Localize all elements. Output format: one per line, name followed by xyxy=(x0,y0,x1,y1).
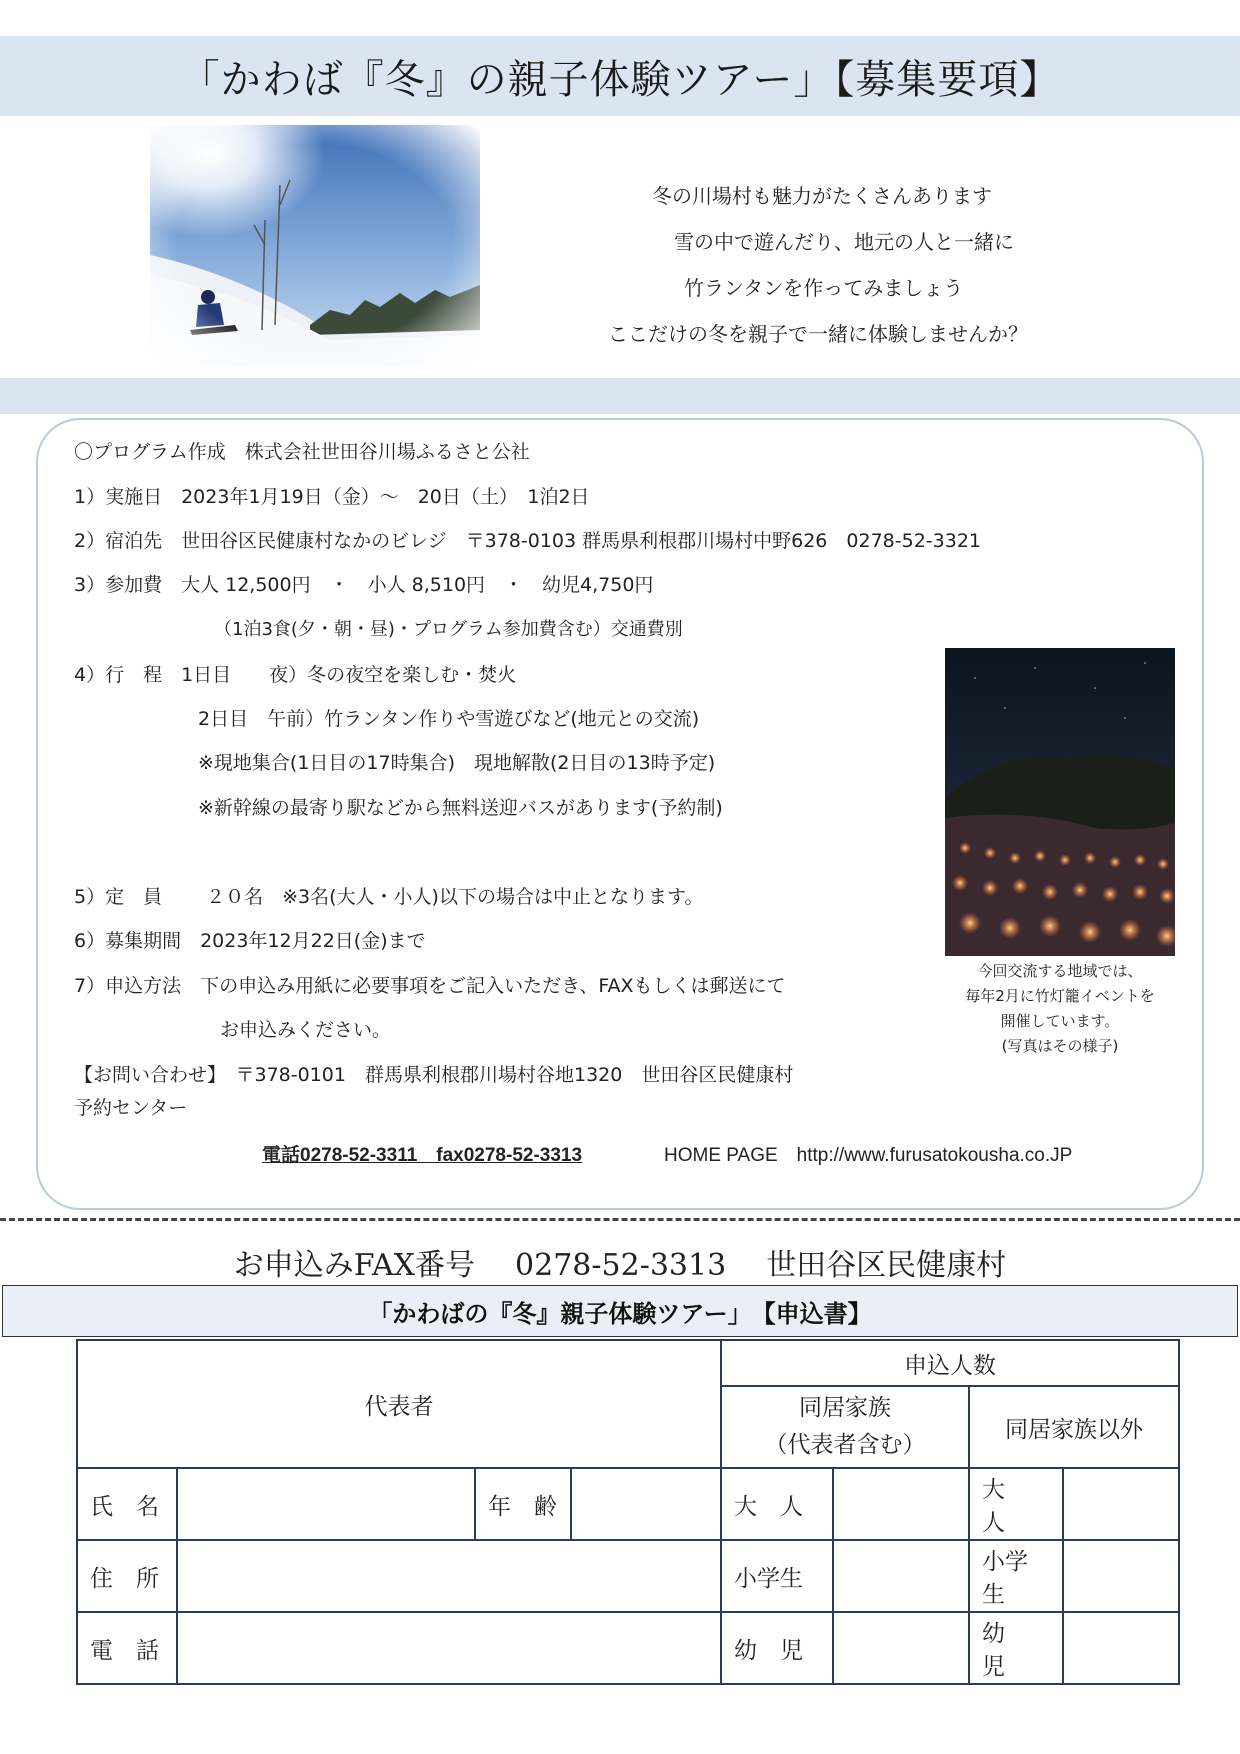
form-title: 「かわばの『冬』親子体験ツアー」 【申込書】 xyxy=(2,1285,1238,1337)
intro-line-4: ここだけの冬を親子で一緒に体験しませんか？ xyxy=(608,322,1028,346)
title-band xyxy=(0,36,1240,116)
caption-line-1: 今回交流する地域では、 xyxy=(977,962,1143,980)
separator-band xyxy=(0,378,1240,414)
phone-fax-text: 電話0278-52-3311 fax0278-52-3313 xyxy=(262,1145,583,1166)
age-label: 年 齢 xyxy=(475,1468,571,1540)
producer-line: 〇プログラム作成 株式会社世田谷川場ふるさと公社 xyxy=(74,441,530,463)
fee-note-line: （1泊3食(夕・朝・昼)・プログラム参加費含む）交通費別 xyxy=(214,619,683,640)
method-line-1: 7）申込方法 下の申込み用紙に必要事項をご記入いただき、FAXもしくは郵送にて xyxy=(74,975,786,997)
lodging-line: 2）宿泊先 世田谷区民健康村なかのビレジ 〒378-0103 群馬県利根郡川場村中野626 0278-52-3321 xyxy=(74,530,981,552)
fax-number: 0278-52-3313 xyxy=(515,1248,727,1283)
family-adult-field[interactable] xyxy=(833,1468,969,1540)
age-field[interactable] xyxy=(571,1468,721,1540)
family-label: 同居家族 xyxy=(799,1395,891,1422)
intro-line-1: 冬の川場村も魅力がたくさんあります xyxy=(652,184,992,208)
non-family-header: 同居家族以外 xyxy=(969,1386,1179,1468)
family-adult-label: 大 人 xyxy=(721,1468,833,1540)
cut-line xyxy=(0,1218,1240,1221)
name-label: 氏 名 xyxy=(77,1468,177,1540)
schedule-line-1: 4）行 程 1日目 夜）冬の夜空を楽しむ・焚火 xyxy=(74,664,517,686)
capacity-line: 5）定 員 ２０名 ※3名(大人・小人)以下の場合は中止となります。 xyxy=(74,886,704,908)
schedule-line-2: 2日目 午前）竹ランタン作りや雪遊びなど(地元との交流) xyxy=(198,708,700,730)
family-infant-label: 幼 児 xyxy=(721,1612,833,1684)
inquiry-line-2: 予約センター xyxy=(74,1097,188,1119)
address-field[interactable] xyxy=(177,1540,721,1612)
other-infant-field[interactable] xyxy=(1063,1612,1179,1684)
other-infant-label: 幼 児 xyxy=(969,1612,1063,1684)
period-line: 6）募集期間 2023年12月22日(金)まで xyxy=(74,930,426,952)
family-header xyxy=(721,1386,969,1468)
address-label: 住 所 xyxy=(77,1540,177,1612)
family-infant-field[interactable] xyxy=(833,1612,969,1684)
other-elementary-label: 小学生 xyxy=(969,1540,1063,1612)
homepage-link[interactable]: HOME PAGE http://www.furusatokousha.co.JP xyxy=(664,1145,1073,1166)
fax-label: お申込みFAX番号 xyxy=(233,1248,476,1283)
phone-field[interactable] xyxy=(177,1612,721,1684)
family-elementary-label: 小学生 xyxy=(721,1540,833,1612)
intro-line-2: 雪の中で遊んだり、地元の人と一緒に xyxy=(674,230,1014,254)
application-form xyxy=(76,1339,1180,1685)
schedule-line-4: ※新幹線の最寄り駅などから無料送迎バスがあります(予約制) xyxy=(198,797,723,819)
caption-line-2: 毎年2月に竹灯籠イベントを xyxy=(965,987,1155,1005)
schedule-line-3: ※現地集合(1日目の17時集合) 現地解散(2日目の13時予定) xyxy=(198,752,716,774)
family-elementary-field[interactable] xyxy=(833,1540,969,1612)
other-adult-field[interactable] xyxy=(1063,1468,1179,1540)
page-title: 「かわば『冬』の親子体験ツアー」【募集要項】 xyxy=(179,56,1061,103)
phone-label: 電 話 xyxy=(77,1612,177,1684)
fax-header xyxy=(0,1240,1240,1284)
family-note: （代表者含む） xyxy=(764,1432,926,1458)
applicants-header: 申込人数 xyxy=(721,1340,1179,1386)
date-line: 1）実施日 2023年1月19日（金）～ 20日（土） 1泊2日 xyxy=(74,486,590,508)
caption-line-3: 開催しています。 xyxy=(1000,1012,1120,1030)
lantern-photo xyxy=(945,648,1175,956)
method-line-2: お申込みください。 xyxy=(220,1019,392,1041)
other-adult-label: 大 人 xyxy=(969,1468,1063,1540)
other-elementary-field[interactable] xyxy=(1063,1540,1179,1612)
snow-photo xyxy=(150,125,480,365)
intro-line-3: 竹ランタンを作ってみましょう xyxy=(684,276,964,300)
name-field[interactable] xyxy=(177,1468,475,1540)
fax-org: 世田谷区民健康村 xyxy=(766,1248,1007,1283)
fee-line: 3）参加費 大人 12,500円 ・ 小人 8,510円 ・ 幼児4,750円 xyxy=(74,574,654,596)
inquiry-line-1: 【お問い合わせ】 〒378-0101 群馬県利根郡川場村谷地1320 世田谷区民健康村 xyxy=(74,1064,794,1086)
caption-line-4: (写真はその様子) xyxy=(1001,1037,1119,1055)
representative-header: 代表者 xyxy=(77,1340,721,1468)
